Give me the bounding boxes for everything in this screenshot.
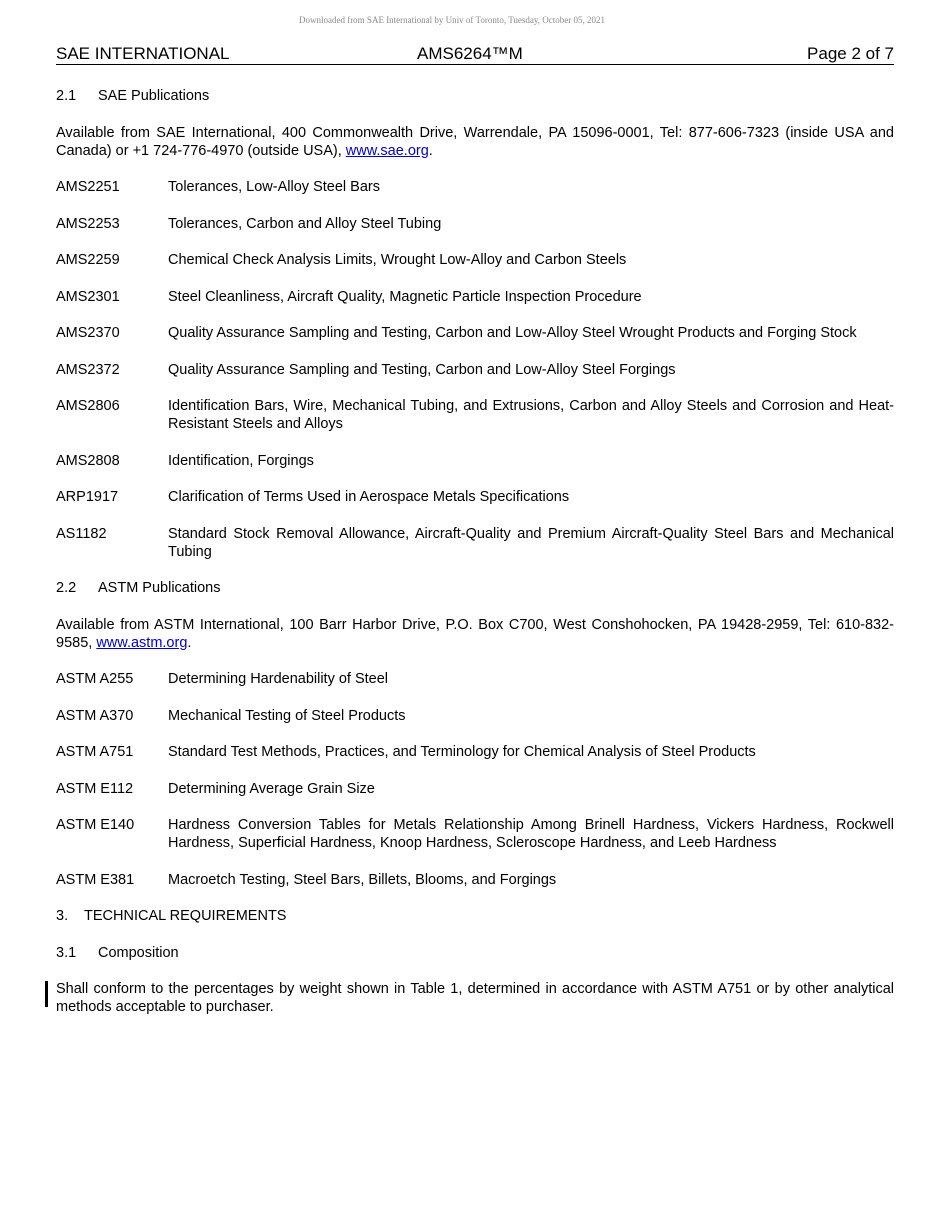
section-heading-3-1: [56, 944, 894, 962]
reference-title: Chemical Check Analysis Limits, Wrought Low-Alloy and Carbon Steels: [168, 252, 627, 268]
section-heading-3: [56, 907, 894, 925]
section-number: 3.1: [56, 944, 77, 961]
reference-title: Identification, Forgings: [168, 452, 314, 469]
sae-availability-paragraph: [56, 124, 894, 160]
reference-item: [56, 525, 894, 561]
reference-title: Quality Assurance Sampling and Testing, Carbon and Low-Alloy Steel Wrought Products and Forging Stock: [168, 325, 857, 341]
composition-text: Shall conform to the percentages by weight shown in Table 1, determined in accordance with ASTM A751 or by other analytical methods acceptable to purchaser.: [56, 981, 894, 1015]
reference-item: [56, 324, 894, 342]
section-number: 2.1: [56, 88, 77, 104]
reference-item: [56, 816, 894, 852]
reference-code: AMS2808: [56, 452, 120, 469]
section-title: ASTM Publications: [98, 580, 221, 596]
reference-code: ASTM E112: [56, 780, 134, 797]
reference-title: Determining Average Grain Size: [168, 780, 375, 797]
punctuation: .: [187, 634, 192, 651]
reference-code: ASTM A370: [56, 707, 134, 724]
reference-code: ASTM E381: [56, 871, 135, 888]
reference-title: Tolerances, Carbon and Alloy Steel Tubing: [168, 215, 442, 232]
reference-title: Mechanical Testing of Steel Products: [168, 707, 406, 724]
availability-text: Available from ASTM International, 100 Barr Harbor Drive, P.O. Box C700, West Conshohocken, PA 19428-2959, Tel: 610-832-9585,: [56, 616, 894, 651]
reference-item: [56, 288, 894, 306]
composition-paragraph: [56, 980, 894, 1016]
reference-title: Identification Bars, Wire, Mechanical Tubing, and Extrusions, Carbon and Alloy Steels and Corrosion and Heat-Resistant Steels and Alloys: [168, 398, 894, 432]
reference-title: Determining Hardenability of Steel: [168, 671, 389, 687]
reference-title: Clarification of Terms Used in Aerospace Metals Specifications: [168, 489, 570, 505]
reference-title: Quality Assurance Sampling and Testing, Carbon and Low-Alloy Steel Forgings: [168, 361, 676, 378]
revision-change-bar: [45, 981, 48, 1007]
reference-item: [56, 178, 894, 196]
publisher-name: SAE INTERNATIONAL: [56, 44, 230, 63]
reference-code: AMS2806: [56, 398, 120, 414]
astm-availability-paragraph: [56, 616, 894, 652]
reference-title: Hardness Conversion Tables for Metals Relationship Among Brinell Hardness, Vickers Hardness, Rockwell Hardness, Superficial Hardness, Knoop Hardness, Scleroscope Hardness, and Leeb Hardness: [168, 817, 894, 851]
sae-website-link[interactable]: www.sae.org: [345, 142, 429, 159]
reference-code: AMS2259: [56, 252, 120, 268]
reference-title: Standard Test Methods, Practices, and Terminology for Chemical Analysis of Steel Products: [168, 744, 756, 760]
page-header: [56, 44, 894, 65]
reference-code: AS1182: [56, 525, 107, 542]
reference-item: [56, 488, 894, 506]
reference-item: [56, 452, 894, 470]
reference-item: [56, 743, 894, 761]
page-number: Page 2 of 7: [807, 44, 894, 63]
reference-title: Steel Cleanliness, Aircraft Quality, Magnetic Particle Inspection Procedure: [168, 288, 642, 305]
download-watermark: Downloaded from SAE International by Univ of Toronto, Tuesday, October 05, 2021: [298, 15, 606, 25]
reference-item: [56, 251, 894, 269]
reference-item: [56, 670, 894, 688]
reference-code: ASTM A751: [56, 744, 134, 760]
reference-title: Tolerances, Low-Alloy Steel Bars: [168, 179, 380, 195]
reference-item: [56, 397, 894, 433]
section-title: TECHNICAL REQUIREMENTS: [84, 908, 287, 924]
reference-item: [56, 780, 894, 798]
document-body: [56, 87, 894, 1035]
document-number: AMS6264™M: [417, 44, 523, 63]
reference-code: AMS2301: [56, 288, 120, 305]
section-title: Composition: [98, 944, 179, 961]
section-number: 2.2: [56, 580, 77, 596]
reference-code: ASTM E140: [56, 817, 135, 833]
astm-website-link[interactable]: www.astm.org: [96, 634, 188, 651]
punctuation: .: [428, 142, 433, 159]
reference-code: AMS2253: [56, 215, 120, 232]
section-title: SAE Publications: [98, 88, 210, 104]
reference-title: Standard Stock Removal Allowance, Aircraft-Quality and Premium Aircraft-Quality Steel Bars and Mechanical Tubing: [168, 525, 894, 560]
reference-item: [56, 871, 894, 889]
reference-code: AMS2251: [56, 179, 120, 195]
section-heading-2-2: [56, 579, 894, 597]
availability-text: Available from SAE International, 400 Commonwealth Drive, Warrendale, PA 15096-0001, Tel: 877-606-7323 (inside USA and Canada) or +1 724-776-4970 (outside USA),: [56, 124, 894, 159]
reference-code: AMS2370: [56, 325, 120, 341]
reference-title: Macroetch Testing, Steel Bars, Billets, Blooms, and Forgings: [168, 871, 557, 888]
section-heading-2-1: [56, 87, 894, 105]
reference-item: [56, 707, 894, 725]
reference-item: [56, 215, 894, 233]
reference-item: [56, 361, 894, 379]
section-number: 3.: [56, 908, 69, 924]
reference-code: AMS2372: [56, 361, 120, 378]
reference-code: ASTM A255: [56, 671, 134, 687]
reference-code: ARP1917: [56, 489, 119, 505]
